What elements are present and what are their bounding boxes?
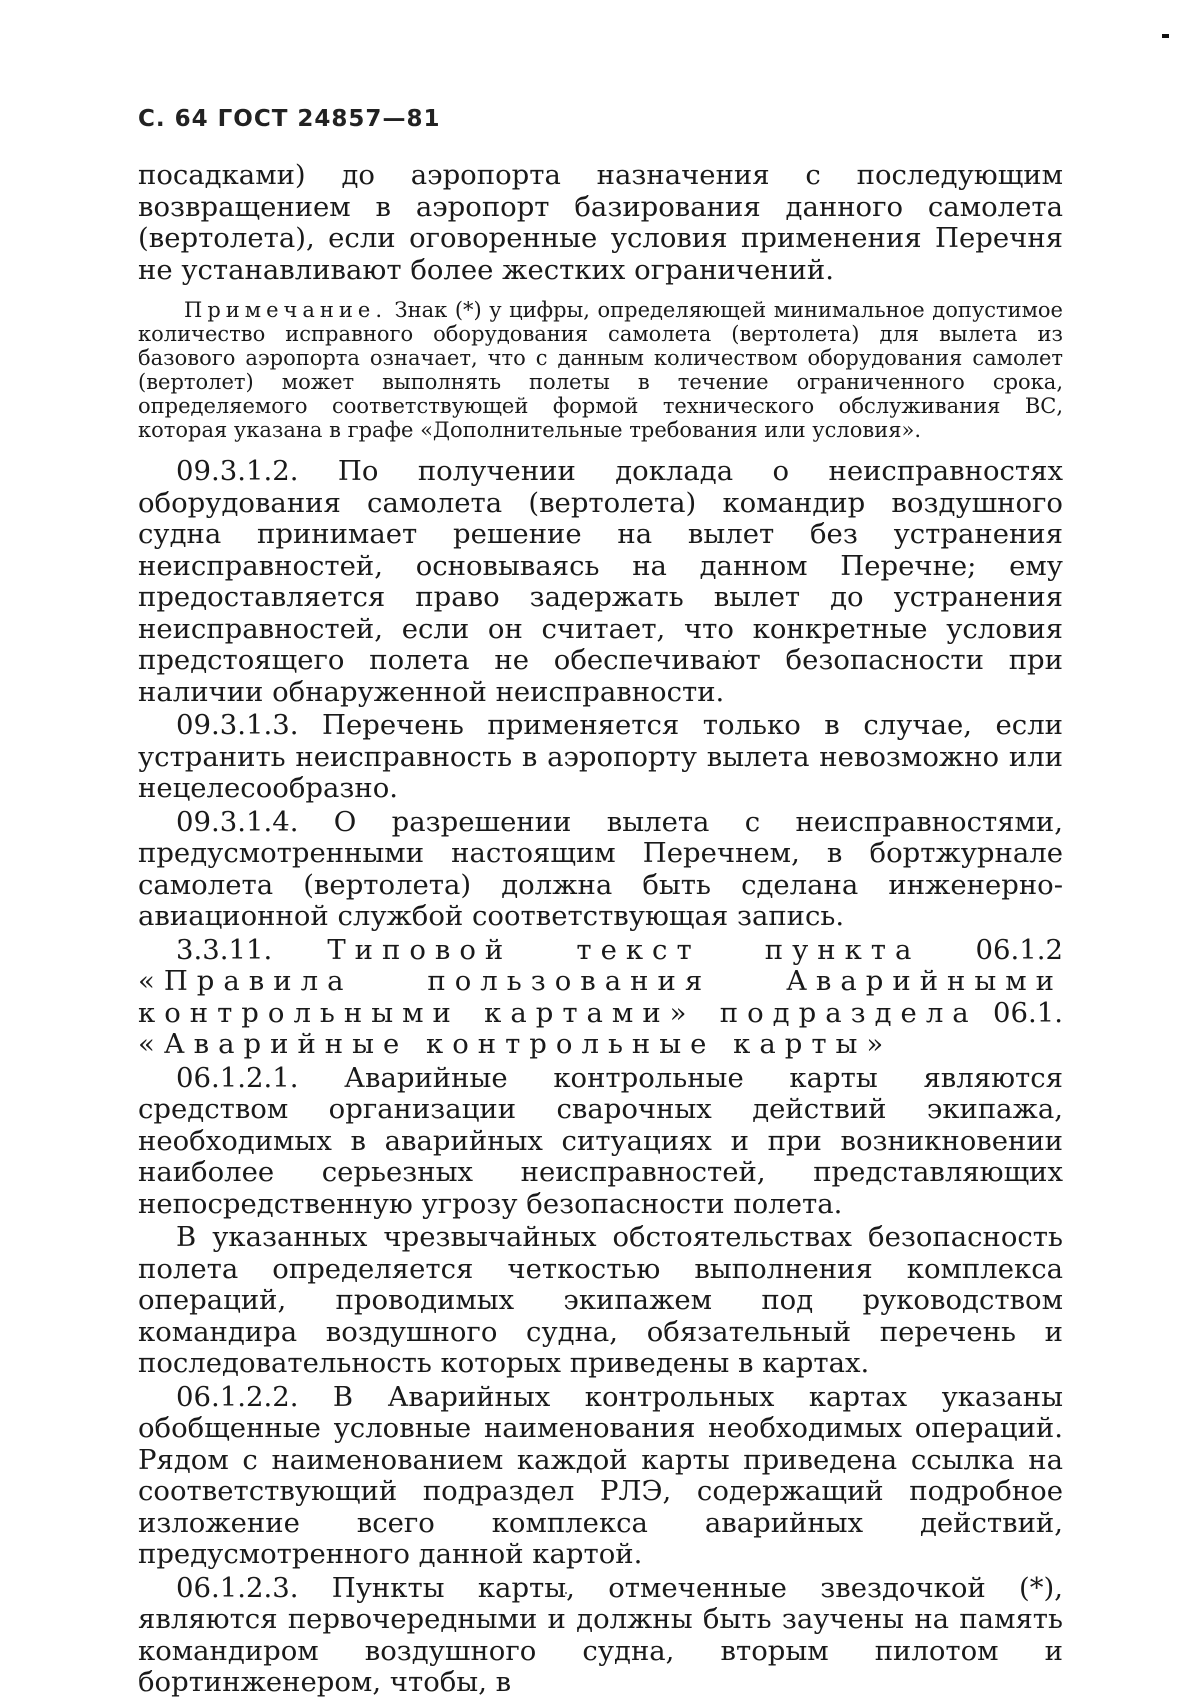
paragraph-06-1-2-3: 06.1.2.3. Пункты карты, отмеченные звездочкой (*), являются первочередными и должны быть заучены на память командиром воздушного судна, вторым пилотом и бортинженером, чтобы, в xyxy=(138,1571,1063,1698)
paragraph-09-3-1-4: 09.3.1.4. О разрешении вылета с неисправностями, предусмотренными настоящим Перечнем, в бортжурнале самолета (вертолета) должна быть сделана инженерно-авиационной службой соответствующая запись. xyxy=(138,805,1063,932)
paragraph-06-1-2-1: 06.1.2.1. Аварийные контрольные карты являются средством организации сварочных действий экипажа, необходимых в аварийных ситуациях и при возникновении наиболее серьезных неисправностей, представляющих непосредственную угрозу безопасности полета. xyxy=(138,1061,1063,1220)
section-sub-title: «Аварийные контрольные карты» xyxy=(138,1028,893,1060)
paragraph-06-1-2-2: 06.1.2.2. В Аварийных контрольных картах указаны обобщенные условные наименования необходимых операций. Рядом с наименованием каждой карты приведена ссылка на соответствующий подраздел РЛЭ, содержащий подробное изложение всего комплекса аварийных действий, предусмотренного данной картой. xyxy=(138,1380,1063,1570)
document-body xyxy=(138,160,1063,1701)
page-header: С. 64 ГОСТ 24857—81 xyxy=(138,106,441,132)
paragraph-extreme-circumstances: В указанных чрезвычайных обстоятельствах безопасность полета определяется четкостью выполнения комплекса операций, проводимых экипажем под руководством командира воздушного судна, обязательный перечень и последовательность которых приведены в картах. xyxy=(138,1221,1063,1379)
section-ref: 06.1.2 xyxy=(975,933,1063,966)
section-sub: 06.1. xyxy=(993,996,1063,1029)
note-text: Знак (*) у цифры, определяющей минимальное допустимое количество исправного оборудования самолета (вертолета) для вылета из базового аэропорта означает, что с данным количеством оборудования самолет (вертолет) может выполнять полеты в течение ограниченного срока, определяемого соответствующей формой технического обслуживания ВС, которая указана в графе «Дополнительные требования или условия». xyxy=(138,298,1063,442)
section-title-spaced: Типовой текст пункта xyxy=(327,933,921,966)
section-title-rest: «Правила пользования Аварийными контрольными картами» подраздела xyxy=(138,965,1063,1029)
section-number: 3.3.11. xyxy=(176,933,273,966)
note-label: Примечание. xyxy=(184,298,388,322)
paragraph-continuation: посадками) до аэропорта назначения с последующим возвращением в аэропорт базирования данного самолета (вертолета), если оговоренные условия применения Перечня не устанавливают более жестких ограничений. xyxy=(138,159,1063,286)
note xyxy=(138,298,1063,442)
paragraph-09-3-1-2: 09.3.1.2. По получении доклада о неисправностях оборудования самолета (вертолета) командир воздушного судна принимает решение на вылет без устранения неисправностей, основываясь на данном Перечне; ему предоставляется право задержать вылет до устранения неисправностей, если он считает, что конкретные условия предстоящего полета не обеспечивают безопасности при наличии обнаруженной неисправности. xyxy=(138,455,1063,708)
section-heading xyxy=(138,935,1063,1061)
paragraph-09-3-1-3: 09.3.1.3. Перечень применяется только в случае, если устранить неисправность в аэропорту вылета невозможно или нецелесообразно. xyxy=(138,709,1063,804)
scan-mark xyxy=(1162,34,1169,38)
